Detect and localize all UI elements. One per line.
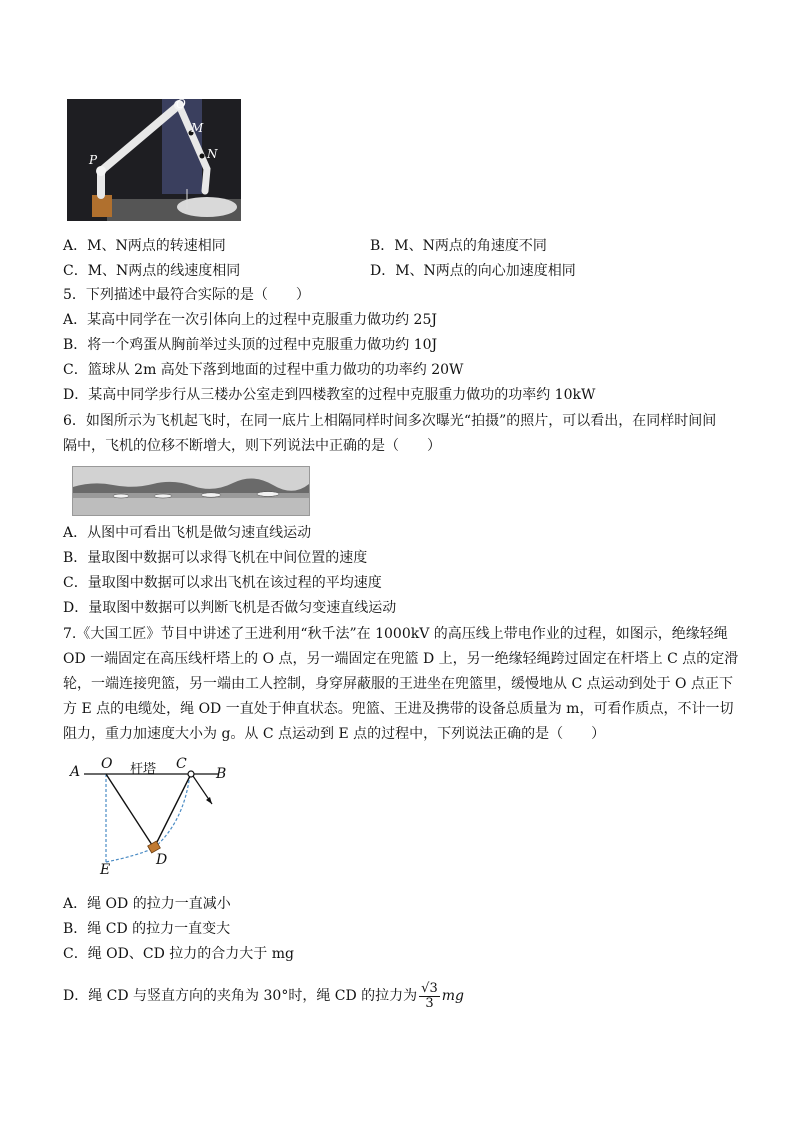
q5-stem: 5．下列描述中最符合实际的是（ ） bbox=[63, 287, 310, 303]
q6-stem-line2: 隔中，飞机的位移不断增大，则下列说法中正确的是（ ） bbox=[63, 438, 441, 454]
q7-option-d bbox=[63, 978, 464, 1014]
q7-option-c: C．绳 OD、CD 拉力的合力大于 mg bbox=[63, 946, 294, 962]
q7-option-b: B．绳 CD 的拉力一直变大 bbox=[63, 921, 231, 937]
q7-option-d-fraction bbox=[419, 982, 440, 1011]
q7-option-d-suffix: mg bbox=[441, 988, 464, 1004]
robot-arm-photo bbox=[67, 99, 241, 221]
q5-option-d: D．某高中同学步行从三楼办公室走到四楼教室的过程中克服重力做功的功率约 10kW bbox=[63, 387, 596, 403]
pulley-diagram bbox=[66, 756, 246, 880]
q6-option-d: D．量取图中数据可以判断飞机是否做匀变速直线运动 bbox=[63, 600, 397, 616]
diagram-label-e: E bbox=[100, 862, 111, 878]
diagram-label-o: O bbox=[101, 756, 113, 772]
q7-stem-line4: 方 E 点的电缆处，绳 OD 一直处于伸直状态。兜篮、王进及携带的设备总质量为 m，可看作质点，不计一切 bbox=[63, 701, 734, 717]
q6-option-b: B．量取图中数据可以求得飞机在中间位置的速度 bbox=[63, 550, 368, 566]
fraction-numerator: √3 bbox=[421, 980, 438, 996]
diagram-label-tower: 杆塔 bbox=[130, 762, 157, 777]
q4-option-d: D．M、N两点的向心加速度相同 bbox=[370, 263, 576, 279]
q7-option-d-prefix: D．绳 CD 与竖直方向的夹角为 30°时，绳 CD 的拉力为 bbox=[63, 988, 418, 1004]
diagram-label-d: D bbox=[156, 852, 168, 868]
q5-option-b: B．将一个鸡蛋从胸前举过头顶的过程中克服重力做功约 10J bbox=[63, 337, 438, 353]
q5-option-a: A．某高中同学在一次引体向上的过程中克服重力做功约 25J bbox=[63, 312, 437, 328]
q6-stem-line1: 6．如图所示为飞机起飞时，在同一底片上相隔同样时间多次曝光“拍摄”的照片，可以看出，在同样时间间 bbox=[63, 413, 717, 429]
q7-stem-line3: 轮，一端连接兜篮，另一端由工人控制，身穿屏蔽服的王进坐在兜篮里，缓慢地从 C 点运动到处于 O 点正下 bbox=[63, 676, 733, 692]
q7-option-a: A．绳 OD 的拉力一直减小 bbox=[63, 896, 231, 912]
q7-stem-line2: OD 一端固定在高压线杆塔上的 O 点，另一端固定在兜篮 D 上，另一绝缘轻绳跨过固定在杆塔上 C 点的定滑 bbox=[63, 651, 739, 667]
q7-stem-line5: 阻力，重力加速度大小为 g。从 C 点运动到 E 点的过程中，下列说法正确的是（ ） bbox=[63, 726, 606, 742]
fraction-denominator: 3 bbox=[425, 995, 434, 1011]
q7-stem-line1: 7.《大国工匠》节目中讲述了王进利用“秋千法”在 1000kV 的高压线上带电作业的过程，如图示，绝缘轻绳 bbox=[63, 626, 728, 642]
photo-label-o: O bbox=[176, 99, 186, 111]
photo-label-n: N bbox=[207, 147, 218, 161]
q5-option-c: C．篮球从 2m 高处下落到地面的过程中重力做功的功率约 20W bbox=[63, 362, 464, 378]
q4-option-b: B．M、N两点的角速度不同 bbox=[370, 238, 547, 254]
airplane-multiexposure-photo bbox=[72, 466, 310, 516]
q4-option-a: A．M、N两点的转速相同 bbox=[63, 238, 226, 254]
photo-label-p: P bbox=[89, 153, 98, 167]
q6-option-c: C．量取图中数据可以求出飞机在该过程的平均速度 bbox=[63, 575, 382, 591]
diagram-label-a: A bbox=[70, 764, 81, 780]
q4-option-c: C．M、N两点的线速度相同 bbox=[63, 263, 241, 279]
airplane-strip-illustration bbox=[73, 467, 309, 515]
q6-option-a: A．从图中可看出飞机是做匀速直线运动 bbox=[63, 525, 312, 541]
photo-label-m: M bbox=[191, 121, 204, 135]
diagram-label-c: C bbox=[176, 756, 187, 772]
diagram-label-b: B bbox=[216, 766, 227, 782]
